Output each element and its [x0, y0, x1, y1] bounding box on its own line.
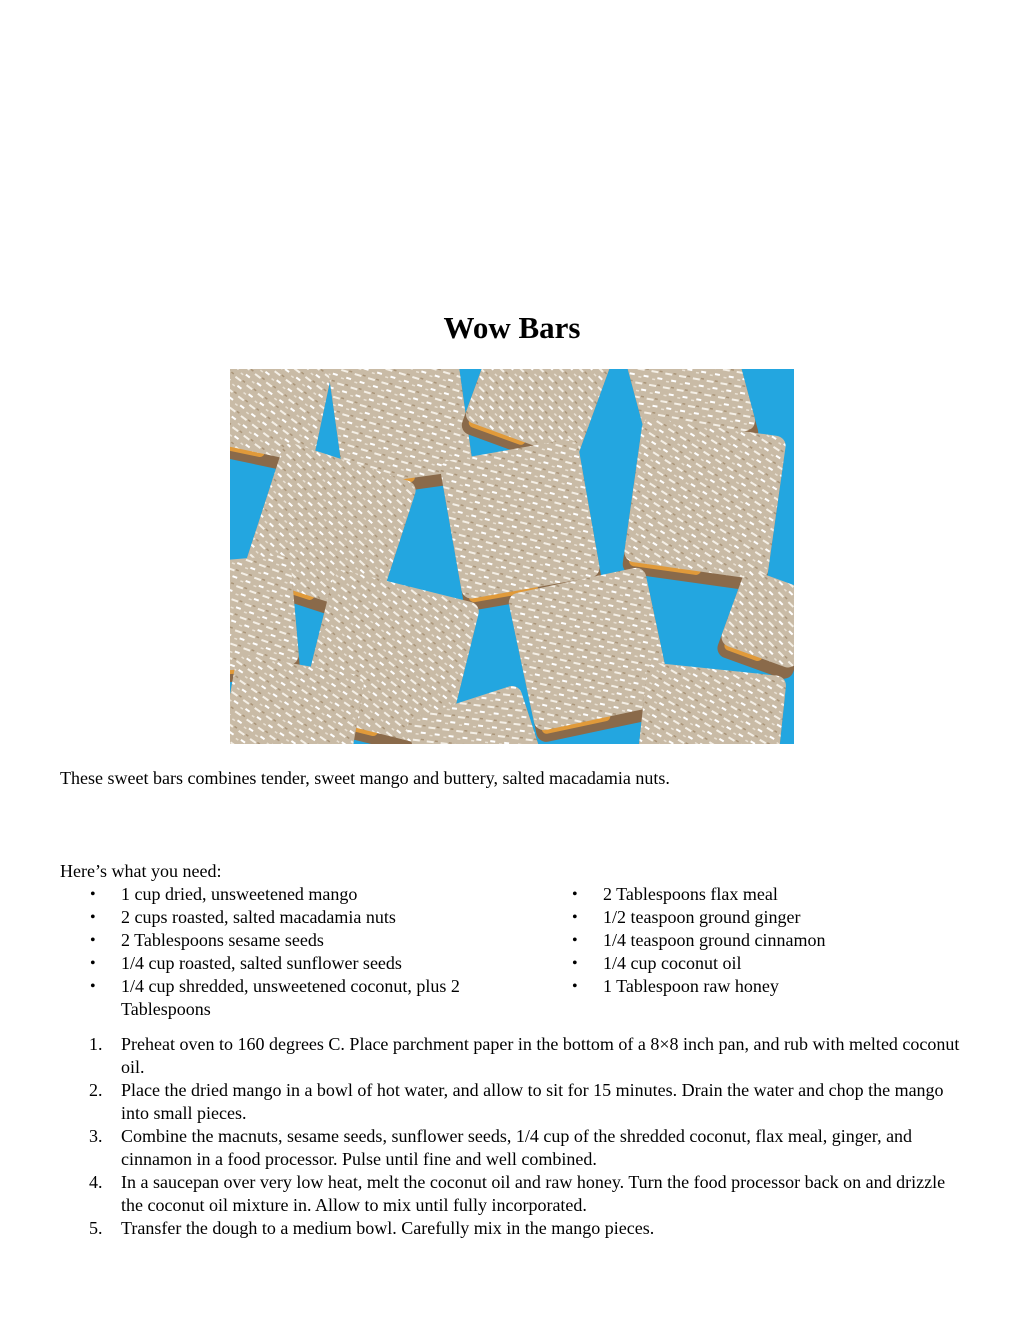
ingredient-item: • 1/2 teaspoon ground ginger — [572, 906, 972, 929]
step-number: 4. — [89, 1172, 103, 1192]
ingredients-heading: Here’s what you need: — [60, 861, 222, 881]
ingredient-item: • 2 cups roasted, salted macadamia nuts — [90, 906, 460, 929]
step-number: 3. — [89, 1126, 103, 1146]
step-text: In a saucepan over very low heat, melt the coconut oil and raw honey. Turn the food processor back on and drizzle the coconut oil mixture in. Allow to mix until fully incorporated. — [121, 1172, 946, 1215]
ingredient-item: • 1/4 cup roasted, salted sunflower seeds — [90, 952, 460, 975]
step-text: Transfer the dough to a medium bowl. Carefully mix in the mango pieces. — [121, 1218, 655, 1238]
ingredient-item: • 1 Tablespoon raw honey — [572, 975, 972, 998]
instruction-step — [86, 1033, 966, 1079]
instruction-step — [86, 1125, 966, 1171]
ingredients-list-left — [90, 883, 460, 1021]
instruction-step — [86, 1171, 966, 1217]
ingredient-item: • 1/4 teaspoon ground cinnamon — [572, 929, 972, 952]
instruction-step — [86, 1079, 966, 1125]
step-number: 2. — [89, 1080, 103, 1100]
step-number: 5. — [89, 1218, 103, 1238]
bars-illustration — [230, 369, 794, 744]
bar-piece — [621, 417, 786, 593]
recipe-title: Wow Bars — [443, 310, 581, 345]
step-number: 1. — [89, 1034, 103, 1054]
intro-text: These sweet bars combines tender, sweet mango and buttery, salted macadamia nuts. — [60, 768, 670, 788]
ingredient-item: • 2 Tablespoons sesame seeds — [90, 929, 460, 952]
ingredient-item: • 1/4 cup shredded, unsweetened coconut, plus 2 Tablespoons — [90, 975, 460, 1021]
ingredients-list-right — [572, 883, 972, 998]
instruction-step — [86, 1217, 966, 1240]
instructions-list — [86, 1033, 966, 1240]
step-text: Preheat oven to 160 degrees C. Place parchment paper in the bottom of a 8×8 inch pan, and rub with melted coconut oil. — [121, 1034, 960, 1077]
step-text: Place the dried mango in a bowl of hot water, and allow to sit for 15 minutes. Drain the water and chop the mango into small pieces. — [121, 1080, 944, 1123]
ingredient-item: • 1/4 cup coconut oil — [572, 952, 972, 975]
step-text: Combine the macnuts, sesame seeds, sunflower seeds, 1/4 cup of the shredded coconut, flax meal, ginger, and cinnamon in a food processor. Pulse until fine and well combined. — [121, 1126, 913, 1169]
recipe-photo — [230, 369, 794, 744]
bar-piece — [632, 662, 787, 744]
ingredient-item: • 1 cup dried, unsweetened mango — [90, 883, 460, 906]
ingredient-item: • 2 Tablespoons flax meal — [572, 883, 972, 906]
